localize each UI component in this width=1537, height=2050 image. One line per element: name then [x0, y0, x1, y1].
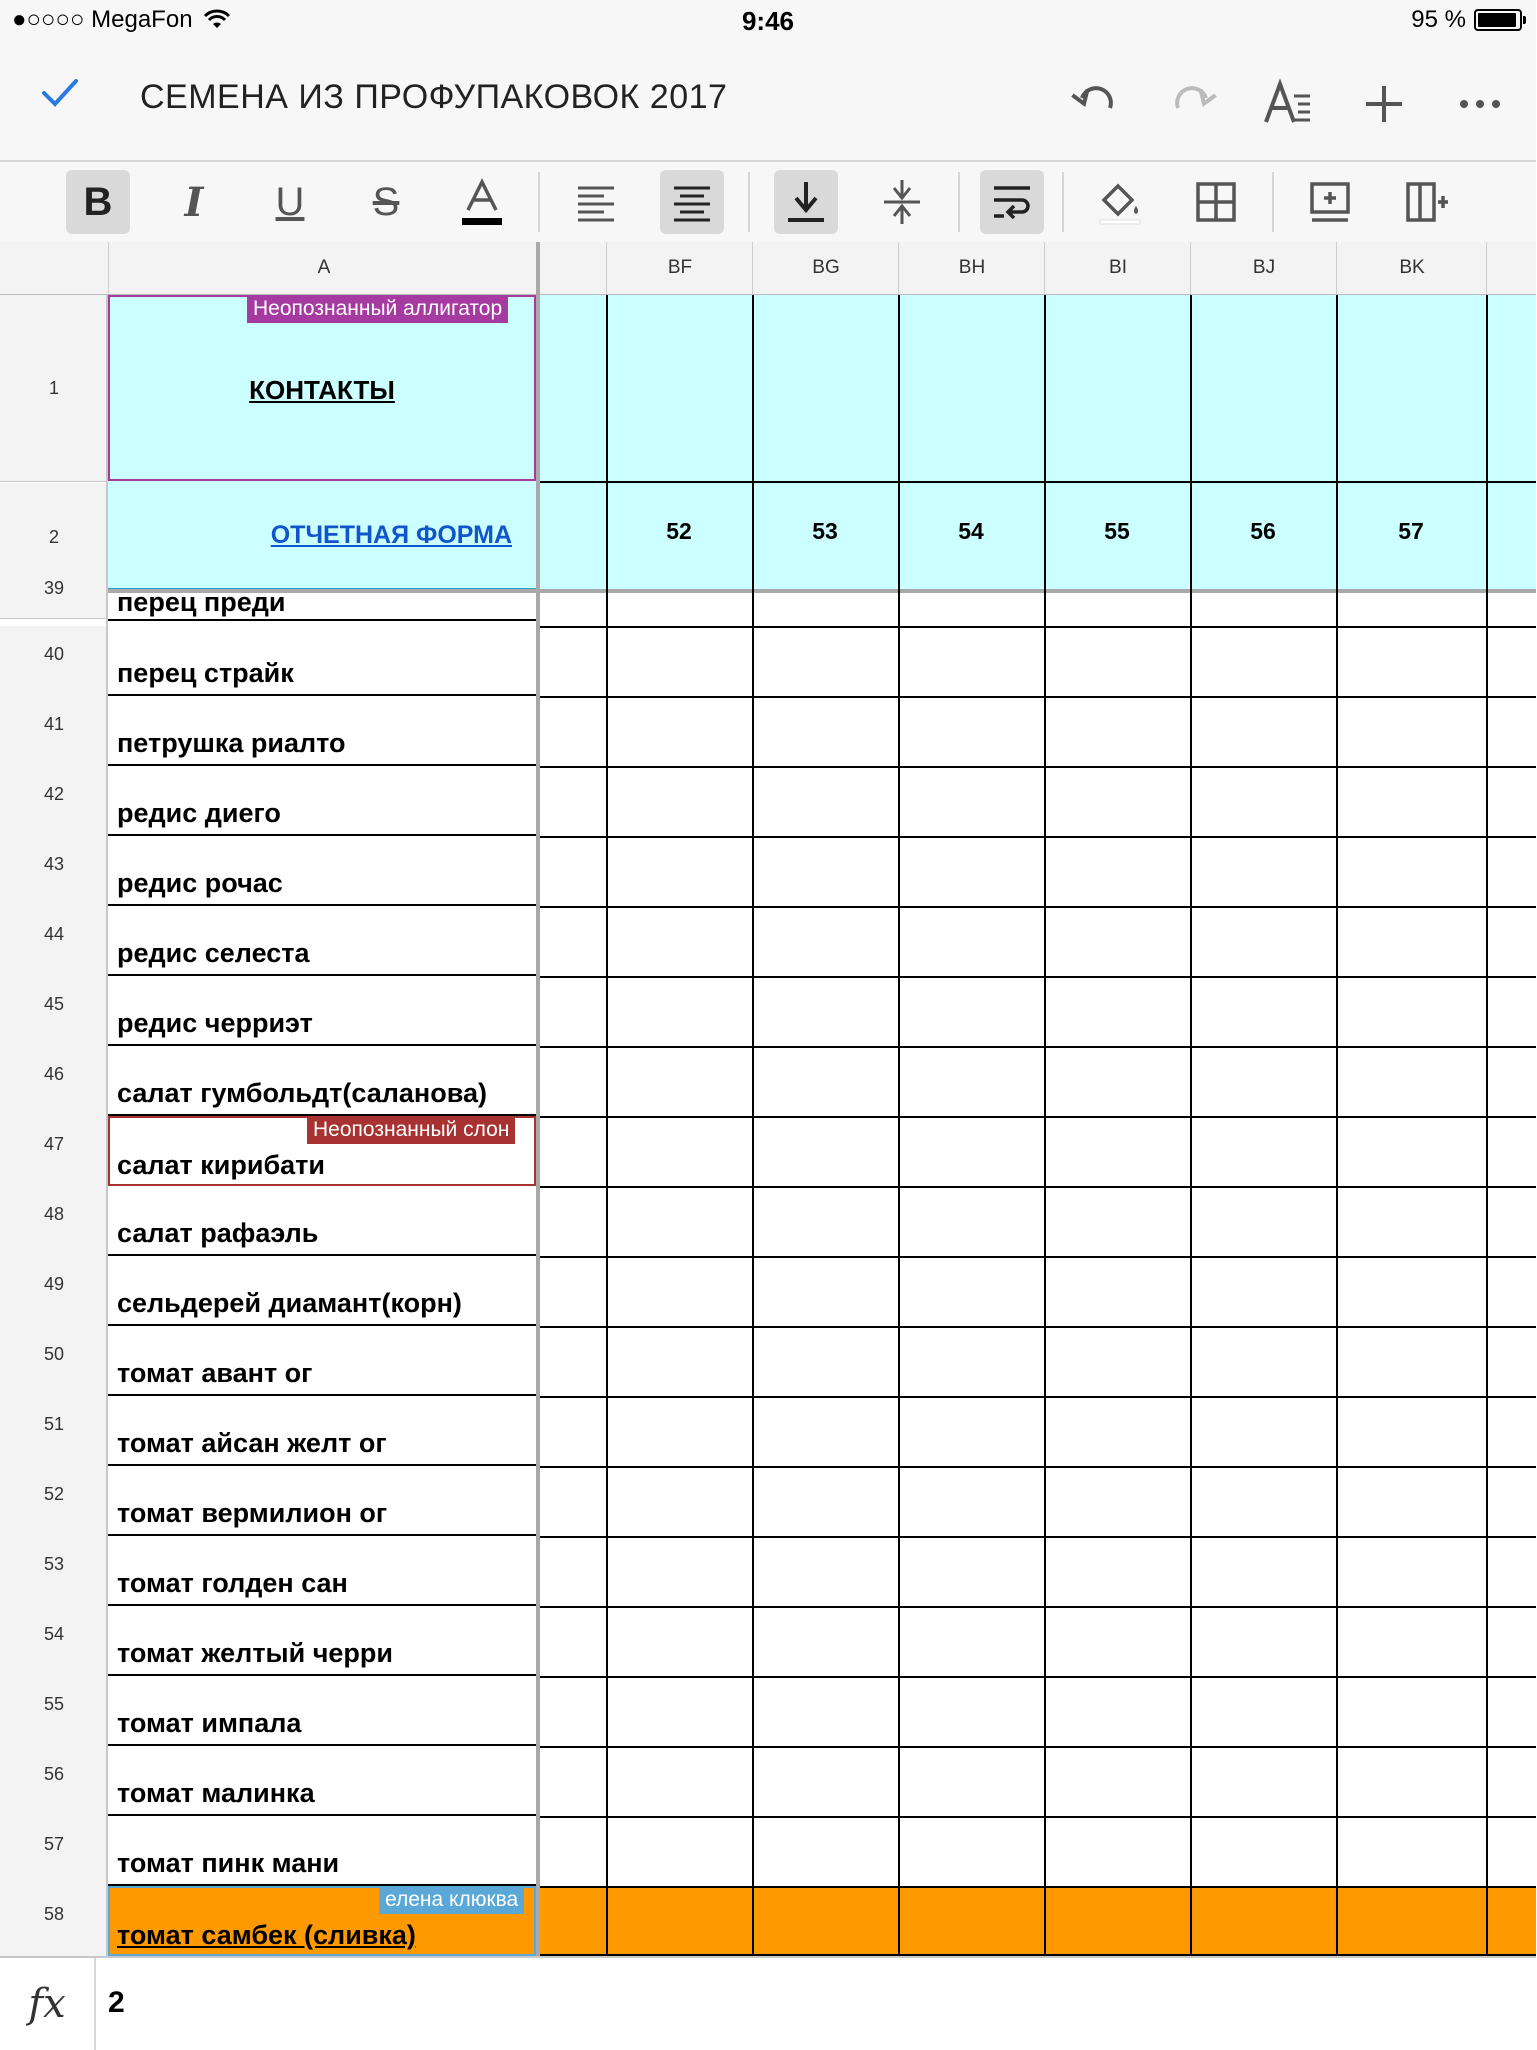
row-header-51[interactable]: 51: [0, 1396, 108, 1467]
title-bar: [0, 40, 1536, 162]
row-header-58[interactable]: 58: [0, 1886, 108, 1957]
cell-a58[interactable]: томат самбек (сливка): [108, 1886, 536, 1956]
row-header-54[interactable]: 54: [0, 1606, 108, 1677]
cell-a42[interactable]: редис диего: [108, 766, 536, 836]
collaborator-tag-elephant: Неопознанный слон: [307, 1116, 515, 1144]
battery-icon: [1474, 9, 1522, 31]
column-header-hidden[interactable]: [538, 242, 607, 294]
fill-color-icon[interactable]: [1088, 170, 1152, 234]
battery-percent: 95 %: [1411, 6, 1466, 33]
more-icon[interactable]: [1454, 78, 1506, 130]
frozen-column-divider: [536, 242, 540, 1956]
align-left-icon[interactable]: [564, 170, 628, 234]
text-format-icon[interactable]: [1262, 78, 1314, 130]
row-header-41[interactable]: 41: [0, 696, 108, 767]
bold-icon[interactable]: B: [66, 170, 130, 234]
collaborator-tag-elena: елена клюква: [379, 1886, 524, 1914]
cell-a56[interactable]: томат малинка: [108, 1746, 536, 1816]
insert-row-icon[interactable]: [1298, 170, 1362, 234]
cell-a40[interactable]: перец страйк: [108, 626, 536, 696]
cell-a55[interactable]: томат импала: [108, 1676, 536, 1746]
row-header-2[interactable]: 2: [0, 483, 108, 592]
row-header-57[interactable]: 57: [0, 1816, 108, 1887]
contacts-link[interactable]: КОНТАКТЫ: [249, 375, 395, 405]
report-form-link[interactable]: ОТЧЕТНАЯ ФОРМА: [270, 521, 512, 549]
column-header-a[interactable]: A: [108, 242, 539, 294]
cell-a47[interactable]: салат кирибати: [108, 1116, 536, 1186]
cell-bg2[interactable]: 53: [812, 518, 838, 544]
cell-bi2[interactable]: 55: [1104, 518, 1130, 544]
cell-a48[interactable]: салат рафаэль: [108, 1186, 536, 1256]
select-all-corner[interactable]: [0, 242, 108, 294]
formula-bar: [0, 1956, 1536, 2050]
column-header-bi[interactable]: BI: [1044, 242, 1191, 294]
document-title[interactable]: СЕМЕНА ИЗ ПРОФУПАКОВОК 2017: [140, 78, 728, 116]
strikethrough-icon[interactable]: S: [372, 179, 400, 224]
wrap-text-icon[interactable]: [980, 170, 1044, 234]
row-header-39[interactable]: 39: [0, 583, 108, 619]
cell-a54[interactable]: томат желтый черри: [108, 1606, 536, 1676]
collaborator-tag-alligator: Неопознанный аллигатор: [247, 295, 508, 323]
row-header-44[interactable]: 44: [0, 906, 108, 977]
row-header-42[interactable]: 42: [0, 766, 108, 837]
cell-a49[interactable]: сельдерей диамант(корн): [108, 1256, 536, 1326]
align-middle-icon[interactable]: [870, 170, 934, 234]
cell-a39[interactable]: перец преди: [108, 587, 536, 621]
borders-icon[interactable]: [1184, 170, 1248, 234]
row-header-45[interactable]: 45: [0, 976, 108, 1047]
insert-column-icon[interactable]: [1394, 170, 1458, 234]
column-header-row: [0, 242, 1536, 295]
cell-a51[interactable]: томат айсан желт ог: [108, 1396, 536, 1466]
cell-a53[interactable]: томат голден сан: [108, 1536, 536, 1606]
redo-icon[interactable]: [1166, 78, 1218, 130]
cell-bj2[interactable]: 56: [1250, 518, 1276, 544]
rows-viewport[interactable]: [0, 578, 1536, 1956]
done-check-icon[interactable]: [40, 72, 80, 112]
column-header-bk[interactable]: BK: [1336, 242, 1487, 294]
status-bar: [0, 0, 1536, 40]
cell-a50[interactable]: томат авант ог: [108, 1326, 536, 1396]
column-header-bf[interactable]: BF: [606, 242, 753, 294]
cell-a41[interactable]: петрушка риалто: [108, 696, 536, 766]
align-center-icon[interactable]: [660, 170, 724, 234]
add-icon[interactable]: [1358, 78, 1410, 130]
row-header-50[interactable]: 50: [0, 1326, 108, 1397]
text-color-icon[interactable]: [450, 170, 514, 234]
clock: 9:46: [741, 6, 795, 36]
row-header-1[interactable]: 1: [0, 295, 108, 482]
row-header-55[interactable]: 55: [0, 1676, 108, 1747]
align-bottom-icon[interactable]: [774, 170, 838, 234]
underline-icon[interactable]: U: [275, 179, 305, 224]
row-header-53[interactable]: 53: [0, 1536, 108, 1607]
carrier-label: ●○○○○ MegaFon: [12, 6, 193, 33]
column-header-bj[interactable]: BJ: [1190, 242, 1337, 294]
column-header-bh[interactable]: BH: [898, 242, 1045, 294]
cell-a45[interactable]: редис черриэт: [108, 976, 536, 1046]
fx-icon: fx: [0, 1958, 96, 2050]
row-header-46[interactable]: 46: [0, 1046, 108, 1117]
cell-bf2[interactable]: 52: [666, 518, 692, 544]
format-toolbar: [0, 162, 1536, 244]
cell-bh2[interactable]: 54: [958, 518, 984, 544]
row-header-49[interactable]: 49: [0, 1256, 108, 1327]
row-header-52[interactable]: 52: [0, 1466, 108, 1537]
cell-a44[interactable]: редис селеста: [108, 906, 536, 976]
cell-bk2[interactable]: 57: [1398, 518, 1424, 544]
undo-icon[interactable]: [1070, 78, 1122, 130]
column-header-bg[interactable]: BG: [752, 242, 899, 294]
row-header-48[interactable]: 48: [0, 1186, 108, 1257]
formula-input[interactable]: 2: [108, 1986, 125, 2019]
column-header-next[interactable]: [1486, 242, 1537, 294]
italic-icon[interactable]: I: [184, 178, 204, 226]
row-header-56[interactable]: 56: [0, 1746, 108, 1817]
cell-a57[interactable]: томат пинк мани: [108, 1816, 536, 1886]
cell-a43[interactable]: редис рочас: [108, 836, 536, 906]
row-header-47[interactable]: 47: [0, 1116, 108, 1187]
row-header-40[interactable]: 40: [0, 626, 108, 697]
cell-a2[interactable]: [108, 483, 536, 591]
row-header-43[interactable]: 43: [0, 836, 108, 907]
cell-a52[interactable]: томат вермилион ог: [108, 1466, 536, 1536]
cell-a46[interactable]: салат гумбольдт(саланова): [108, 1046, 536, 1116]
